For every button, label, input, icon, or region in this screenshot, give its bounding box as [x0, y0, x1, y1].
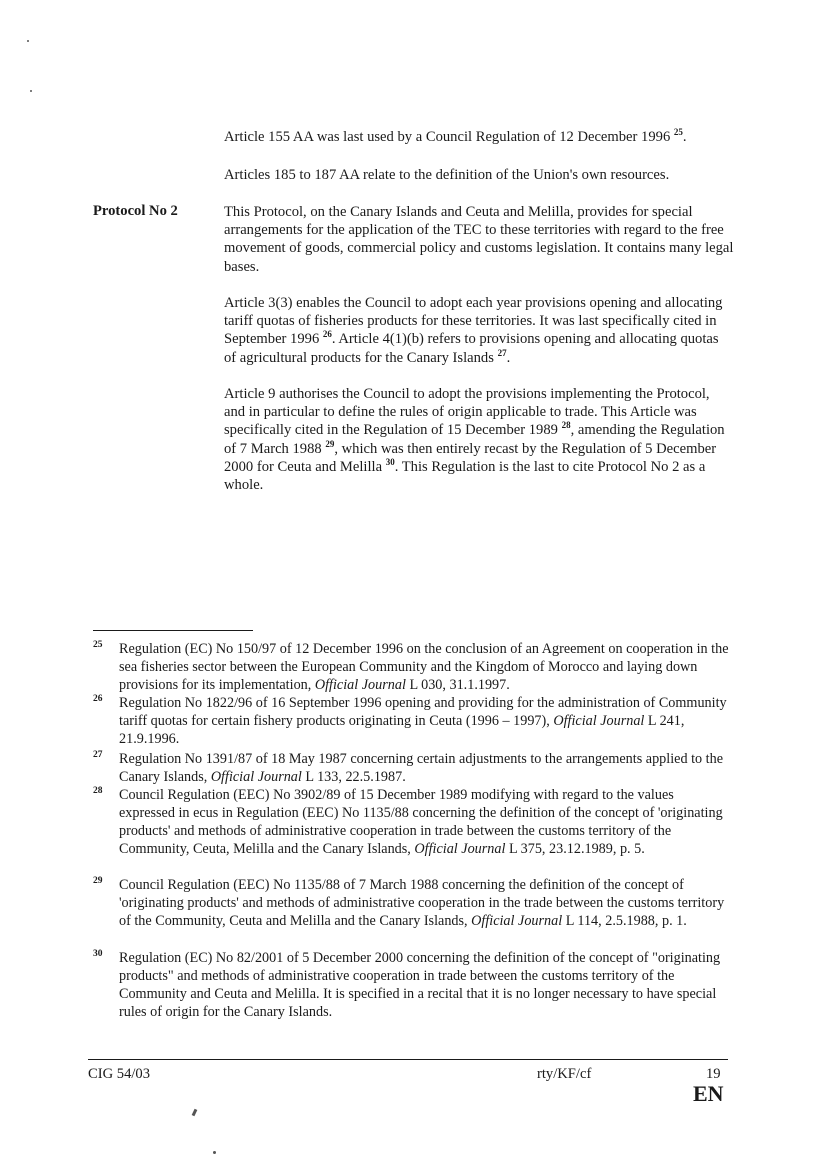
footnote-separator	[93, 630, 253, 631]
paragraph-articles-185-187: Articles 185 to 187 AA relate to the definition of the Union's own resources.	[224, 167, 670, 183]
footnote-ref-25[interactable]: 25	[673, 127, 683, 137]
language-code: EN	[693, 1081, 724, 1106]
footnote-number: 30	[93, 949, 103, 959]
scan-speck	[27, 40, 29, 42]
footnote-ref-26[interactable]: 26	[322, 329, 332, 340]
footnote-number: 28	[93, 786, 103, 796]
document-reference: CIG 54/03	[88, 1066, 151, 1082]
footnote-ref-29[interactable]: 29	[325, 438, 335, 449]
scan-speck	[213, 1151, 216, 1154]
footnote-25: 25 Regulation (EC) No 150/97 of 12 December 1996 on the conclusion of an Agreement on cooperation in the sea fisheries sector between the European Community and the Kingdom of Morocco and laying down provisions for its implementation, Official Journal L 030, 31.1.1997.	[93, 640, 733, 694]
footnote-28: 28 Council Regulation (EEC) No 3902/89 of 15 December 1989 modifying with regard to the values expressed in ecus in Regulation (EEC) No 1135/88 concerning the definition of the concept of 'originating products' and methods of administrative cooperation in trade between the customs territory of the Community, Ceuta, Melilla and the Canary Islands, Official Journal L 375, 23.12.1989, p. 5.	[93, 786, 733, 858]
footnote-number: 29	[93, 876, 103, 886]
paragraph-protocol-intro: This Protocol, on the Canary Islands and Ceuta and Melilla, provides for special arrangements for the application of the TEC to these territories with regard to the free movement of goods, commercial policy and customs legislation. It contains many legal bases.	[224, 204, 734, 275]
footnote-ref-28[interactable]: 28	[561, 420, 571, 431]
footnote-ref-30[interactable]: 30	[385, 456, 395, 467]
footnote-29: 29 Council Regulation (EEC) No 1135/88 of 7 March 1988 concerning the definition of the concept of 'originating products' and methods of administrative cooperation in the trade between the customs territory of the Community, Ceuta and Melilla and the Canary Islands, Official Journal L 114, 2.5.1988, p. 1.	[93, 876, 733, 930]
footnote-30: 30 Regulation (EC) No 82/2001 of 5 December 2000 concerning the definition of the concept of "originating products" and methods of administrative cooperation in trade between the customs territory of the Community and Ceuta and Melilla. It is specified in a recital that it is no longer necessary to have special rules of origin for the Canary Islands.	[93, 949, 733, 1021]
paragraph-article-3-3: Article 3(3) enables the Council to adopt each year provisions opening and allocating tariff quotas of fisheries products for these territories. It was last specifically cited in September 1996 $^{26}$. Article 4(1)(b) refers to provisions opening and allocating quotas of agricultural products for the Canary Islands $^{27}$.	[224, 295, 723, 366]
scan-speck	[192, 1109, 198, 1117]
footnote-ref-27[interactable]: 27	[497, 347, 507, 358]
footnote-26: 26 Regulation No 1822/96 of 16 September 1996 opening and providing for the administration of Community tariff quotas for certain fishery products originating in Ceuta (1996 – 1997), Official Journal L 241, 21.9.1996.	[93, 694, 733, 748]
paragraph-article-9: Article 9 authorises the Council to adopt the provisions implementing the Protocol, and in particular to define the rules of origin applicable to trade. This Article was specifically cited in the Regulation of 15 December 1989 $^{28}$, amending the Regulation of 7 March 1988 $^{29}$, which was then entirely recast by the Regulation of 5 December 2000 for Ceuta and Melilla $^{30}$. This Regulation is the last to cite Protocol No 2 as a whole.	[224, 386, 725, 494]
page-number: 19	[706, 1066, 721, 1082]
footnote-number: 27	[93, 750, 103, 760]
footnote-27: 27 Regulation No 1391/87 of 18 May 1987 concerning certain adjustments to the arrangements applied to the Canary Islands, Official Journal L 133, 22.5.1987.	[93, 750, 733, 786]
paragraph-article-155: Article 155 AA was last used by a Council Regulation of 12 December 1996 $^{25}$.	[224, 127, 687, 145]
footnote-number: 25	[93, 640, 103, 650]
author-initials: rty/KF/cf	[537, 1066, 592, 1082]
footer-separator	[88, 1059, 728, 1060]
footnote-number: 26	[93, 694, 103, 704]
protocol-heading: Protocol No 2	[93, 203, 178, 219]
scan-speck	[30, 90, 32, 92]
